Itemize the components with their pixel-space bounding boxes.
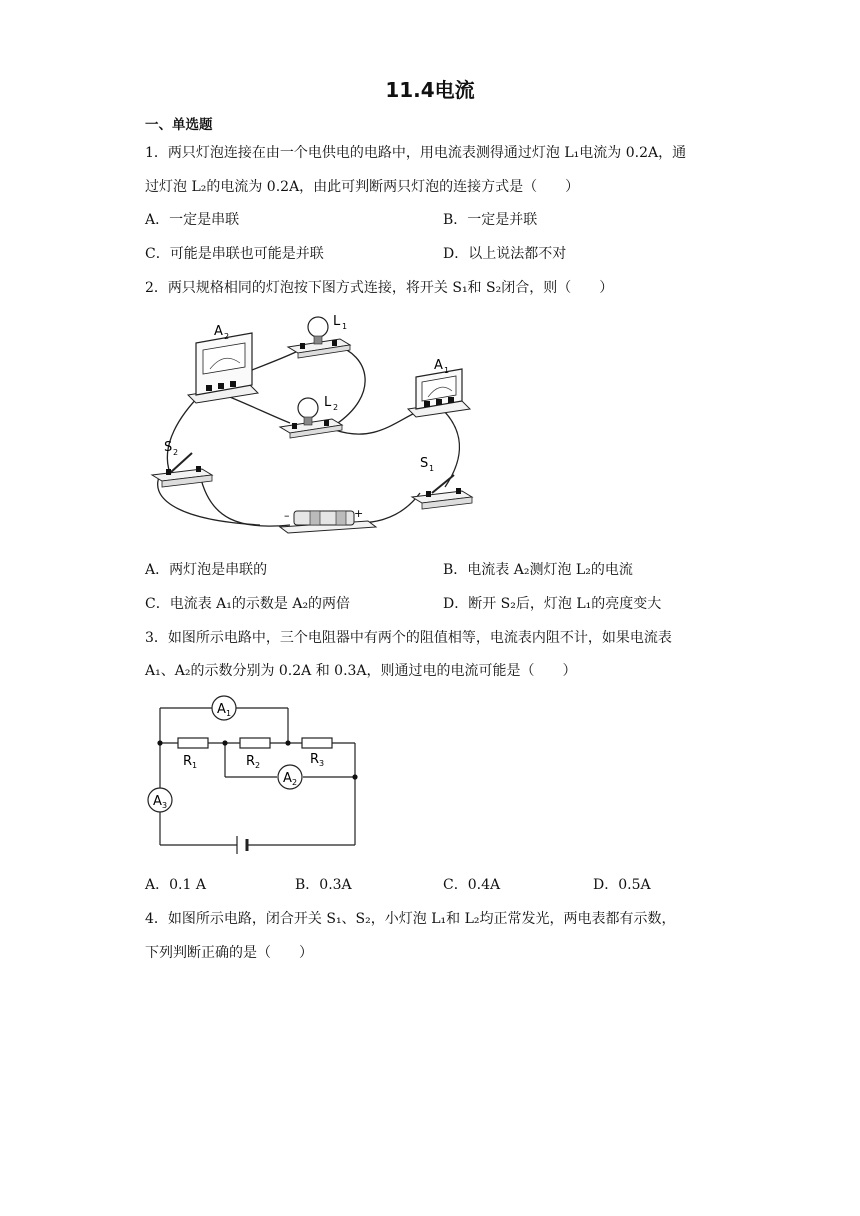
a3-sub: 3 [162, 801, 168, 810]
ammeter-a1 [408, 369, 470, 417]
a2-sub: 2 [292, 778, 298, 787]
junction-node [285, 740, 290, 745]
r1-sub: 1 [192, 761, 198, 770]
a3-label: A [153, 794, 162, 809]
q2-option-d[interactable]: D．断开 S₂后，灯泡 L₁的亮度变大 [443, 596, 662, 612]
l1-label: L [333, 314, 341, 329]
q4-line-2: 下列判断正确的是（ ） [145, 945, 313, 961]
s2-sub: 2 [173, 448, 179, 457]
q2-option-a[interactable]: A．两灯泡是串联的 [145, 562, 268, 578]
l2-label: L [324, 395, 332, 410]
q2-option-c[interactable]: C．电流表 A₁的示数是 A₂的两倍 [145, 596, 351, 612]
switch-s2 [152, 453, 212, 487]
q3-circuit-figure [140, 690, 370, 860]
a2-label: A [283, 771, 292, 786]
q3-option-a[interactable]: A．0.1 A [145, 877, 206, 893]
s1-sub: 1 [429, 464, 435, 473]
q3-line-1: 3．如图所示电路中，三个电阻器中有两个的阻值相等，电流表内阻不计，如果电流表 [145, 630, 672, 646]
battery-minus: – [284, 509, 290, 522]
switch-s1 [412, 475, 472, 509]
q1-option-b[interactable]: B．一定是并联 [443, 212, 538, 228]
q1-option-c[interactable]: C．可能是串联也可能是并联 [145, 246, 324, 262]
q3-option-d[interactable]: D．0.5A [593, 877, 651, 893]
s2-label: S [164, 440, 173, 455]
junction-node [157, 740, 162, 745]
a1-label: A [434, 358, 443, 373]
q2-circuit-figure [140, 305, 480, 550]
r2-label: R [246, 754, 256, 769]
section-heading: 一、单选题 [145, 117, 213, 133]
q2-line-1: 2．两只规格相同的灯泡按下图方式连接，将开关 S₁和 S₂闭合，则（ ） [145, 280, 614, 296]
r3-sub: 3 [319, 759, 325, 768]
a1-label: A [217, 702, 226, 717]
a2-label: A [214, 324, 223, 339]
l1-sub: 1 [342, 322, 348, 331]
junction-node [352, 774, 357, 779]
q1-option-d[interactable]: D．以上说法都不对 [443, 246, 567, 262]
battery-plus: + [354, 507, 364, 520]
q1-line-1: 1．两只灯泡连接在由一个电供电的电路中，用电流表测得通过灯泡 L₁电流为 0.2A，通 [145, 145, 687, 161]
r2-sub: 2 [255, 761, 261, 770]
q3-option-c[interactable]: C．0.4A [443, 877, 501, 893]
a1-sub: 1 [444, 366, 450, 375]
r1-label: R [183, 754, 193, 769]
s1-label: S [420, 456, 429, 471]
q4-line-1: 4．如图所示电路，闭合开关 S₁、S₂，小灯泡 L₁和 L₂均正常发光，两电表都有示数， [145, 911, 676, 927]
ammeter-a2 [188, 333, 258, 403]
junction-node [222, 740, 227, 745]
resistor-r2 [240, 738, 270, 748]
a2-sub: 2 [224, 332, 230, 341]
q1-option-a[interactable]: A．一定是串联 [145, 212, 240, 228]
a1-sub: 1 [226, 709, 232, 718]
r3-label: R [310, 752, 320, 767]
q1-line-2: 过灯泡 L₂的电流为 0.2A，由此可判断两只灯泡的连接方式是（ ） [145, 179, 580, 195]
resistor-r3 [302, 738, 332, 748]
q2-option-b[interactable]: B．电流表 A₂测灯泡 L₂的电流 [443, 562, 633, 578]
page-title: 11.4电流 [385, 78, 475, 102]
q3-line-2: A₁、A₂的示数分别为 0.2A 和 0.3A，则通过电的电流可能是（ ） [145, 663, 577, 679]
q3-option-b[interactable]: B．0.3A [295, 877, 352, 893]
lamp-l1 [288, 317, 350, 358]
l2-sub: 2 [333, 403, 339, 412]
resistor-r1 [178, 738, 208, 748]
